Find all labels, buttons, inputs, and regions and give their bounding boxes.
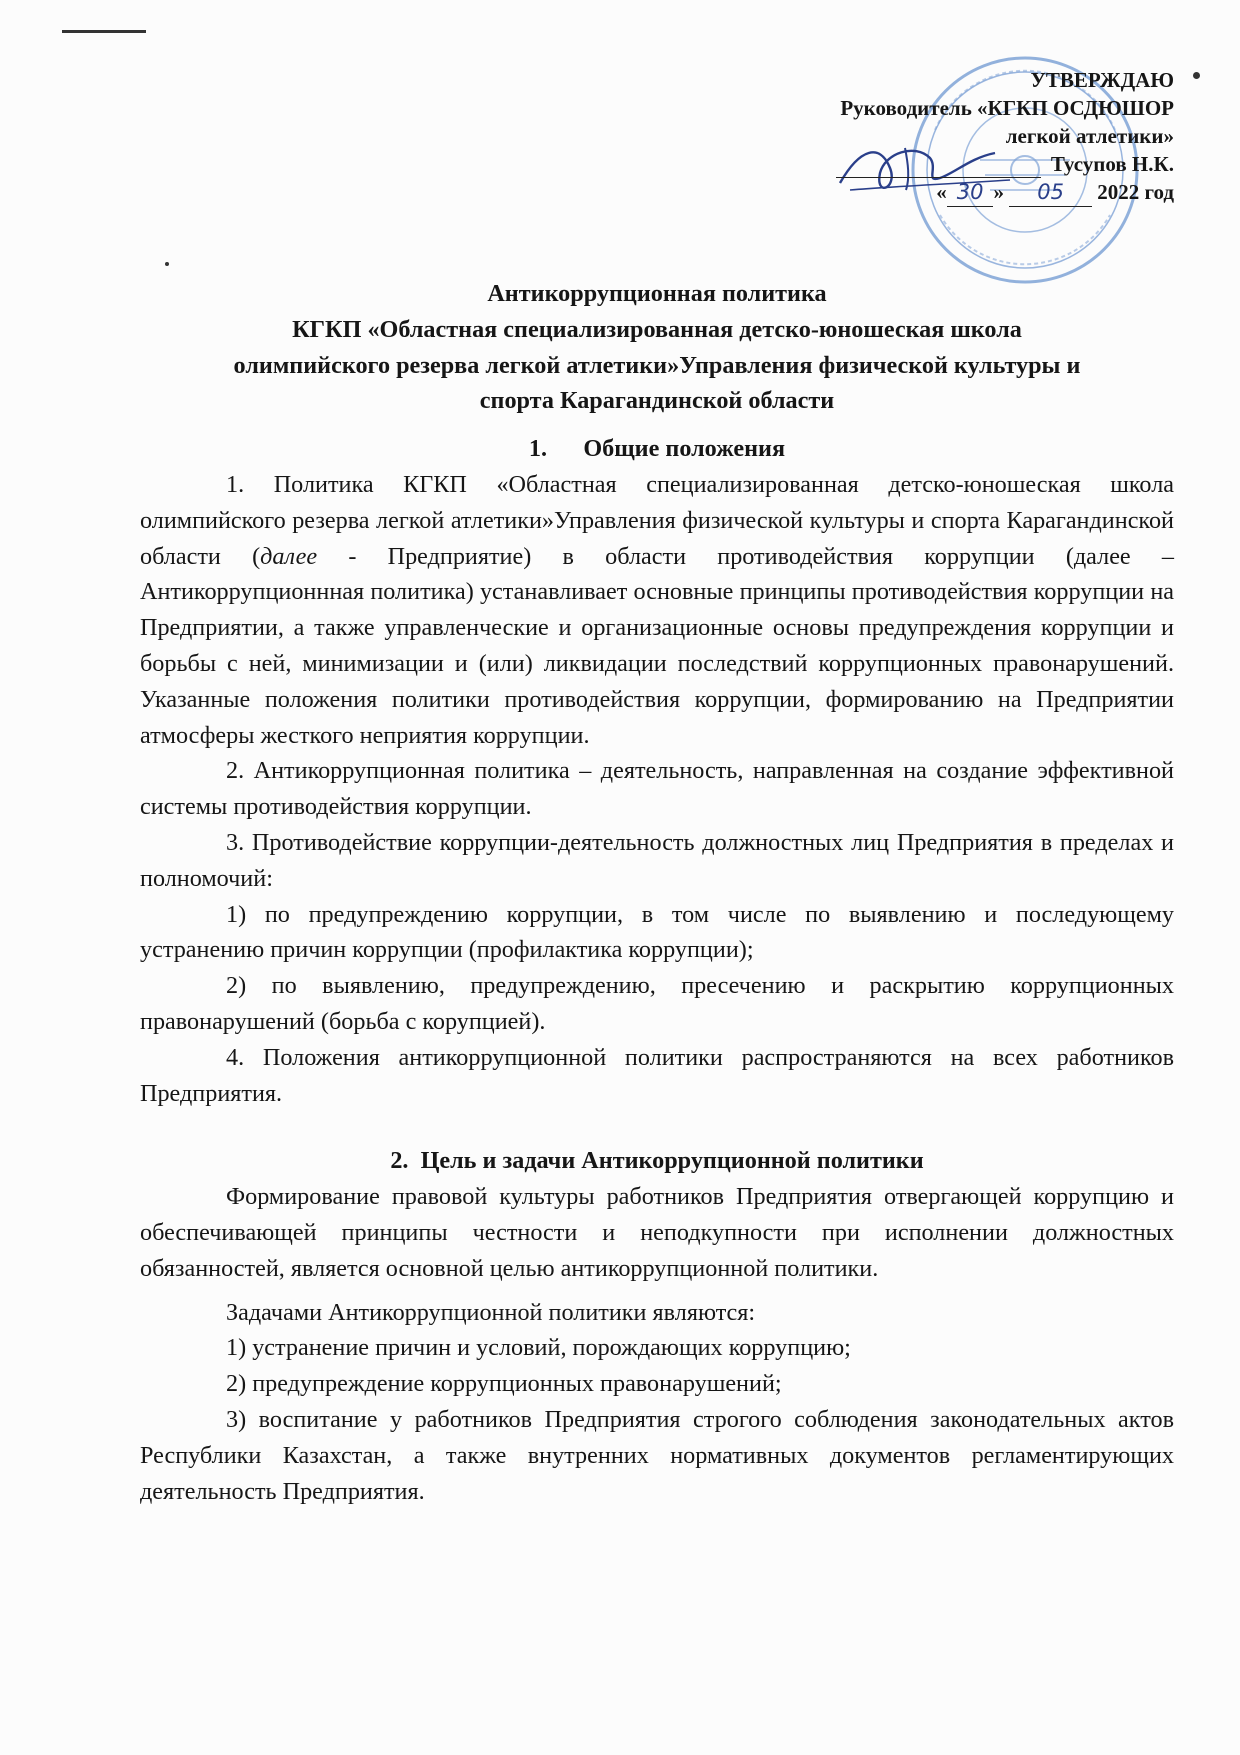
approval-heading: УТВЕРЖДАЮ <box>1030 68 1174 92</box>
document-body <box>140 276 1174 1509</box>
approval-date: « 30 » 05 2022 год <box>836 178 1174 207</box>
paragraph: Задачами Антикоррупционной политики являются: <box>226 1298 756 1326</box>
section-heading: 2. Цель и задачи Антикоррупционной политики <box>390 1147 924 1175</box>
title-line: спорта Карагандинской области <box>479 387 835 415</box>
date-day: 30 <box>947 178 994 207</box>
title-line: КГКП «Областная специализированная детско-юношеская школа <box>292 315 1022 343</box>
list-item: 1) устранение причин и условий, порождающих коррупцию; <box>226 1334 851 1362</box>
paragraph: 3. Противодействие коррупции-деятельность должностных лиц Предприятия в пределах и полномочий: <box>140 828 1174 892</box>
approval-position: Руководитель «КГКП ОСДЮШОР <box>840 96 1174 120</box>
paragraph: 4. Положения антикоррупционной политики распространяются на всех работников Предприятия. <box>140 1043 1174 1107</box>
title-line: олимпийского резерва легкой атлетики»Управления физической культуры и <box>233 351 1081 379</box>
list-item: 1) по предупреждению коррупции, в том числе по выявлению и последующему устранению причин коррупции (профилактика коррупции); <box>140 900 1174 964</box>
date-month: 05 <box>1009 178 1092 207</box>
paragraph-text: 1. Политика КГКП «Областная специализированная детско-юношеская школа олимпийского резерва легкой атлетики»Управления физической культуры и спорта Карагандинской области ( <box>140 470 1174 570</box>
list-item: 2) по выявлению, предупреждению, пресечению и раскрытию коррупционных правонарушений (борьба с корупцией). <box>140 972 1174 1035</box>
scan-edge-mark <box>62 30 146 33</box>
approval-organization: легкой атлетики» <box>1005 124 1174 148</box>
section-heading: 1. Общие положения <box>528 435 786 463</box>
document-title <box>140 276 1174 419</box>
date-year: 2022 год <box>1097 180 1174 204</box>
title-line: Антикоррупционная политика <box>487 280 827 307</box>
scan-speck <box>1193 72 1200 79</box>
paragraph: Формирование правовой культуры работников Предприятия отвергающей коррупцию и обеспечивающей принципы честности и неподкупности при исполнении должностных обязанностей, является основной целью антикоррупционной политики. <box>140 1183 1174 1282</box>
paragraph-text: - Предприятие) в области противодействия коррупции (далее – Антикоррупционнная политика) устанавливает основные принципы противодействия коррупции на Предприятии, а также управленческие и организационные основы предупреждения коррупции и борьбы с ней, минимизации и (или) ликвидации последствий коррупционных правонарушений. Указанные положения политики противодействия коррупции, формированию на Предприятии атмосферы жесткого неприятия коррупции. <box>140 542 1174 749</box>
approval-block <box>836 66 1174 207</box>
paragraph: 2. Антикоррупционная политика – деятельность, направленная на создание эффективной системы противодействия коррупции. <box>140 757 1174 821</box>
list-item: 2) предупреждение коррупционных правонарушений; <box>226 1370 782 1398</box>
signature-line <box>836 157 1041 178</box>
scan-speck <box>165 262 169 266</box>
paragraph-emphasis: далее <box>260 542 318 570</box>
approval-signatory <box>836 150 1174 178</box>
paragraph <box>140 467 1174 753</box>
signatory-name: Тусупов Н.К. <box>1050 152 1174 176</box>
list-item: 3) воспитание у работников Предприятия строгого соблюдения законодательных актов Республики Казахстан, а также внутренних нормативных документов регламентирующих деятельность Предприятия. <box>140 1405 1174 1505</box>
